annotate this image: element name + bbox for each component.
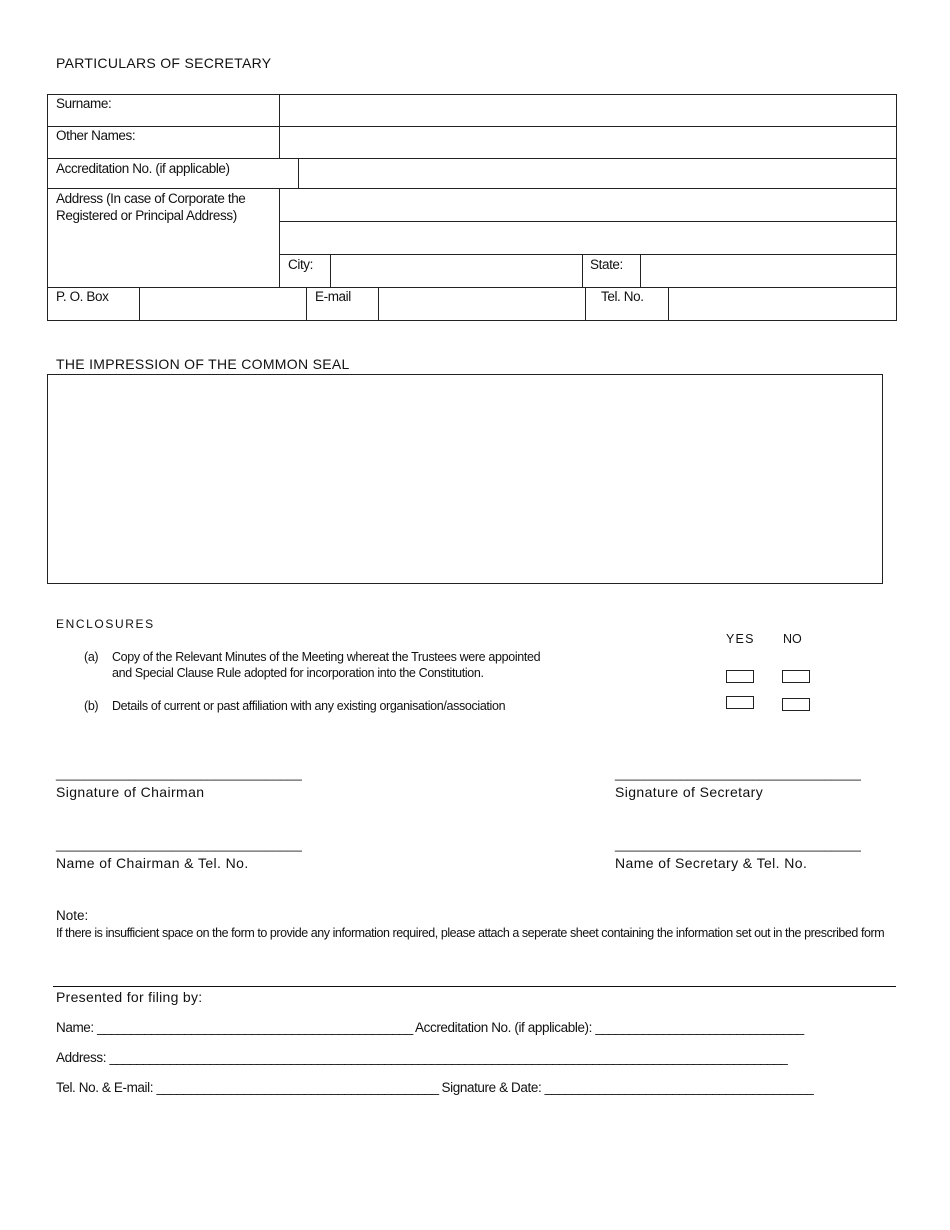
chairman-name-line[interactable]: __________________________________	[56, 837, 302, 852]
chairman-name-label: Name of Chairman & Tel. No.	[56, 855, 249, 871]
filing-heading: Presented for filing by:	[56, 989, 203, 1005]
filing-address-row	[56, 1050, 787, 1065]
filing-accreditation-label: Accreditation No. (if applicable):	[415, 1020, 593, 1035]
filing-address-label: Address:	[56, 1050, 107, 1065]
note-text: If there is insufficient space on the form to provide any information required, please attach a seperate sheet containing the information set out in the prescribed form	[56, 926, 885, 940]
enclosure-b-yes-checkbox[interactable]	[726, 696, 754, 709]
seal-box[interactable]	[47, 374, 883, 584]
enclosure-a-yes-checkbox[interactable]	[726, 670, 754, 683]
po-box-field[interactable]	[140, 288, 306, 320]
filing-name-row	[56, 1020, 803, 1035]
other-names-label: Other Names:	[56, 128, 136, 143]
secretary-signature-line[interactable]: __________________________________	[615, 766, 861, 781]
po-box-label: P. O. Box	[56, 289, 109, 304]
surname-label: Surname:	[56, 96, 112, 111]
secretary-name-line[interactable]: __________________________________	[615, 837, 861, 852]
note-label: Note:	[56, 908, 89, 923]
secretary-name-label: Name of Secretary & Tel. No.	[615, 855, 808, 871]
secretary-heading: PARTICULARS OF SECRETARY	[56, 55, 272, 71]
accreditation-label: Accreditation No. (if applicable)	[56, 161, 230, 176]
address-field-line2[interactable]	[280, 222, 896, 254]
state-label: State:	[590, 257, 623, 272]
address-field-line1[interactable]	[280, 189, 896, 221]
secretary-signature-label: Signature of Secretary	[615, 784, 764, 800]
filing-divider	[53, 986, 896, 987]
enclosure-b-no-checkbox[interactable]	[782, 698, 810, 711]
enclosure-a-marker: (a)	[84, 650, 99, 664]
enclosure-b-marker: (b)	[84, 699, 99, 713]
filing-address-line[interactable]: _____________________________________________________________________________________________________	[109, 1050, 787, 1065]
yes-label: YES	[726, 632, 755, 646]
address-label: Address (In case of Corporate the Registered or Principal Address)	[56, 191, 246, 223]
filing-signature-date-line[interactable]: ________________________________________	[544, 1080, 813, 1095]
other-names-field[interactable]	[280, 127, 896, 158]
filing-name-label: Name:	[56, 1020, 94, 1035]
accreditation-field[interactable]	[299, 159, 896, 188]
enclosure-a-text-line2: and Special Clause Rule adopted for incorporation into the Constitution.	[112, 666, 484, 680]
filing-tel-row	[56, 1080, 813, 1095]
enclosure-a-text-line1: Copy of the Relevant Minutes of the Meeting whereat the Trustees were appointed	[112, 650, 541, 664]
tel-field[interactable]	[669, 288, 896, 320]
surname-field[interactable]	[280, 95, 896, 126]
no-label: NO	[783, 632, 802, 646]
chairman-signature-label: Signature of Chairman	[56, 784, 205, 800]
seal-heading: THE IMPRESSION OF THE COMMON SEAL	[56, 356, 350, 372]
state-field[interactable]	[641, 255, 896, 287]
filing-accreditation-line[interactable]: _______________________________	[595, 1020, 804, 1035]
tel-label: Tel. No.	[601, 289, 644, 304]
enclosures-heading: ENCLOSURES	[56, 617, 155, 631]
enclosure-b-text: Details of current or past affiliation with any existing organisation/association	[112, 699, 506, 713]
filing-tel-email-label: Tel. No. & E-mail:	[56, 1080, 154, 1095]
city-label: City:	[288, 257, 314, 272]
email-label: E-mail	[315, 289, 351, 304]
email-field[interactable]	[379, 288, 585, 320]
filing-signature-date-label: Signature & Date:	[441, 1080, 542, 1095]
filing-name-line[interactable]: _______________________________________________	[97, 1020, 413, 1035]
col-divider	[306, 287, 307, 321]
col-divider	[582, 254, 583, 287]
filing-tel-email-line[interactable]: __________________________________________	[156, 1080, 439, 1095]
chairman-signature-line[interactable]: __________________________________	[56, 766, 302, 781]
enclosure-a-no-checkbox[interactable]	[782, 670, 810, 683]
city-field[interactable]	[331, 255, 582, 287]
col-divider	[585, 287, 586, 321]
